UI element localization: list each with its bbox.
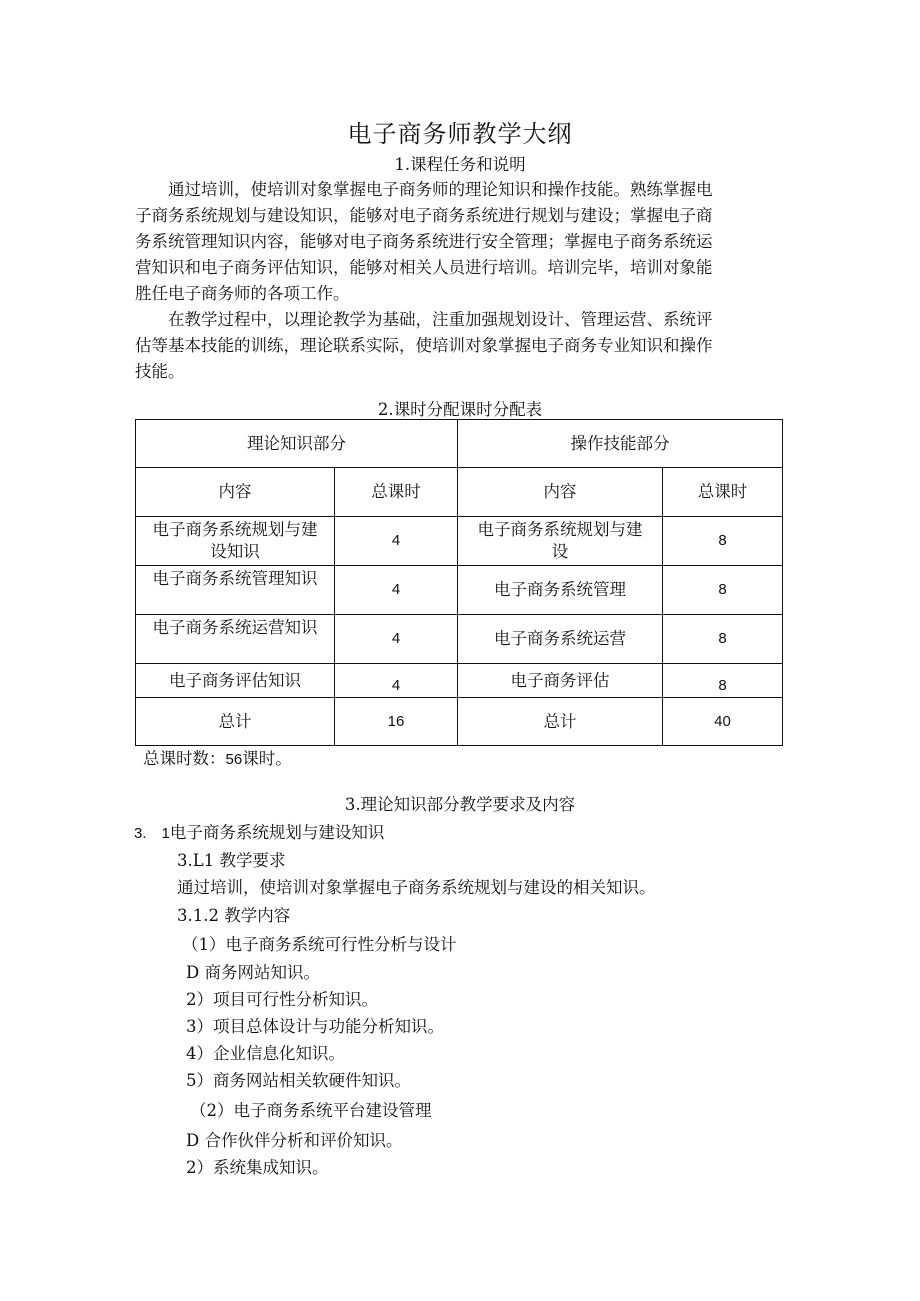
theory-hours-header: 总课时 [335,468,458,517]
theory-hours-cell: 4 [335,566,458,615]
list-item: 5）商务网站相关软硬件知识。 [186,1071,411,1090]
content-heading: 3.1.2 教学内容 [177,906,291,925]
skill-total-value: 40 [663,698,783,746]
document-title: 电子商务师教学大纲 [347,120,573,148]
skill-content-cell: 电子商务系统管理 [458,566,663,615]
table-column-header-row [136,468,783,517]
skill-hours-cell: 8 [663,664,783,698]
table-group-header-row [136,420,783,468]
requirements-text: 通过培训，使培训对象掌握电子商务系统规划与建设的相关知识。 [177,878,656,897]
theory-content-cell: 电子商务系统规划与建 设知识 [136,517,335,566]
paragraph-line: 子商务系统规划与建设知识，能够对电子商务系统进行规划与建设；掌握电子商 [135,206,713,225]
section-1-paragraph-1 [135,177,785,307]
theory-content-cell: 电子商务系统运营知识 [136,615,335,664]
list-item: 2）系统集成知识。 [186,1158,329,1177]
list-item: 3）项目总体设计与功能分析知识。 [186,1017,444,1036]
theory-hours-cell: 4 [335,615,458,664]
skill-content-cell: 电子商务评估 [458,664,663,698]
paragraph-line: 技能。 [135,362,185,381]
skill-content-cell: 电子商务系统运营 [458,615,663,664]
table-row [136,517,783,566]
hours-allocation-table [135,419,783,746]
table-total-row [136,698,783,746]
skill-hours-cell: 8 [663,615,783,664]
table-caption: 2.课时分配课时分配表 [377,400,543,419]
content-group-2-title: （2）电子商务系统平台建设管理 [190,1101,432,1120]
skill-hours-cell: 8 [663,517,783,566]
section-1-paragraph-2 [135,307,785,385]
requirements-heading: 3.L1 教学要求 [177,851,286,870]
group-theory-header: 理论知识部分 [136,420,458,468]
skill-hours-header: 总课时 [663,468,783,517]
paragraph-line: 在教学过程中，以理论教学为基础，注重加强规划设计、管理运营、系统评 [168,310,713,329]
theory-total-value: 16 [335,698,458,746]
paragraph-line: 务系统管理知识内容，能够对电子商务系统进行安全管理；掌握电子商务系统运 [135,232,713,251]
section-1-heading: 1.课程任务和说明 [394,155,526,174]
total-hours-note: 总课时数：56课时。 [143,749,292,768]
list-item: 4）企业信息化知识。 [186,1044,345,1063]
skill-hours-cell: 8 [663,566,783,615]
table-row [136,664,783,698]
theory-total-label: 总计 [136,698,335,746]
skill-content-cell: 电子商务系统规划与建 设 [458,517,663,566]
table-row [136,566,783,615]
theory-hours-cell: 4 [335,517,458,566]
list-item: D 商务网站知识。 [186,963,320,982]
group-skill-header: 操作技能部分 [458,420,783,468]
skill-total-label: 总计 [458,698,663,746]
content-group-1-title: （1）电子商务系统可行性分析与设计 [182,935,457,954]
skill-content-header: 内容 [458,468,663,517]
paragraph-line: 营知识和电子商务评估知识，能够对相关人员进行培训。培训完毕，培训对象能 [135,258,713,277]
table-row [136,615,783,664]
list-item: D 合作伙伴分析和评价知识。 [186,1131,403,1150]
paragraph-line: 胜任电子商务师的各项工作。 [135,284,350,303]
theory-hours-cell: 4 [335,664,458,698]
theory-content-cell: 电子商务评估知识 [136,664,335,698]
paragraph-line: 通过培训，使培训对象掌握电子商务师的理论知识和操作技能。熟练掌握电 [168,180,713,199]
theory-content-cell: 电子商务系统管理知识 [136,566,335,615]
list-item: 2）项目可行性分析知识。 [186,990,378,1009]
theory-content-header: 内容 [136,468,335,517]
section-3-heading: 3.理论知识部分教学要求及内容 [344,795,576,814]
subsection-3-1-heading: 3. 1电子商务系统规划与建设知识 [134,823,385,842]
paragraph-line: 估等基本技能的训练，理论联系实际，使培训对象掌握电子商务专业知识和操作 [135,336,713,355]
